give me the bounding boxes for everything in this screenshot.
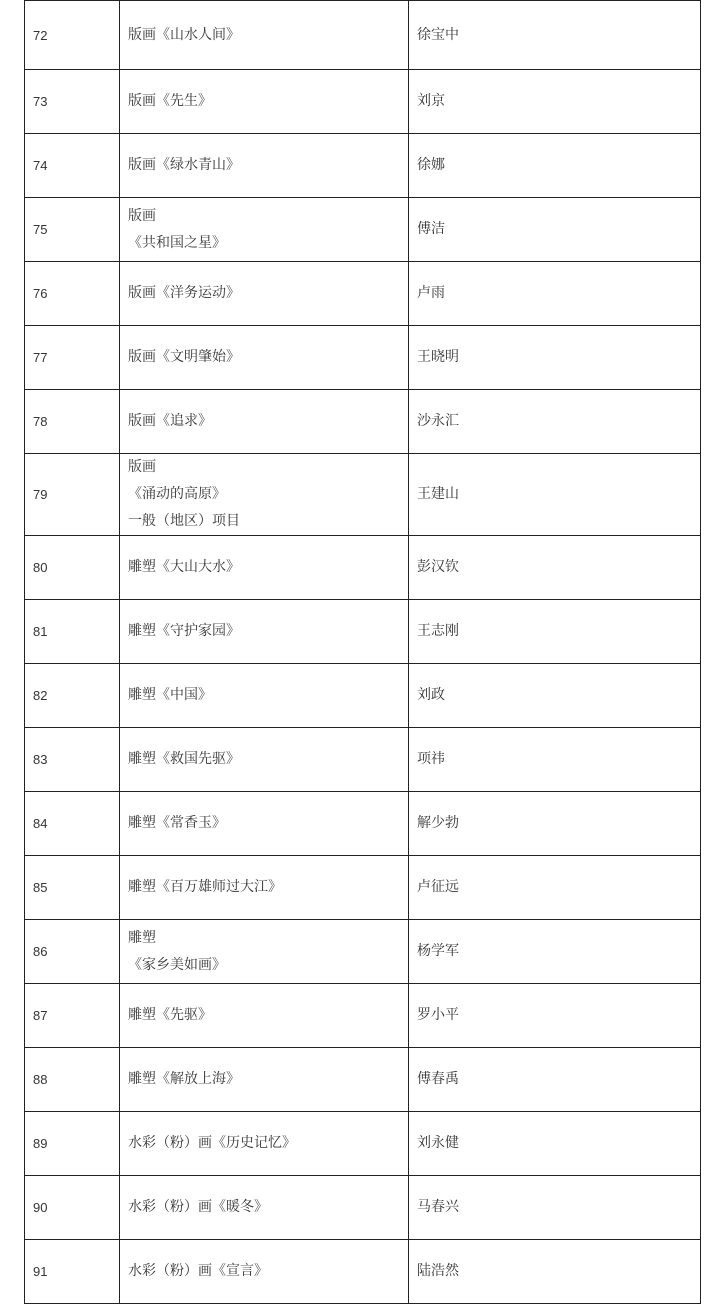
row-number: 78 [25, 390, 120, 454]
work-title [120, 920, 409, 984]
row-number: 88 [25, 1048, 120, 1112]
table-row [25, 1048, 701, 1112]
artist-name: 傅洁 [409, 198, 701, 262]
row-number: 86 [25, 920, 120, 984]
artist-name: 刘永健 [409, 1112, 701, 1176]
work-title [120, 1112, 409, 1176]
work-title-line: 雕塑《先驱》 [128, 1007, 212, 1023]
table-row [25, 1176, 701, 1240]
work-title [120, 1048, 409, 1112]
work-title [120, 664, 409, 728]
work-title-line: 《家乡美如画》 [128, 956, 226, 973]
artist-name: 马春兴 [409, 1176, 701, 1240]
artist-name: 卢征远 [409, 856, 701, 920]
row-number: 74 [25, 134, 120, 198]
row-number: 84 [25, 792, 120, 856]
artist-name: 徐宝中 [409, 1, 701, 70]
work-title [120, 856, 409, 920]
work-title [120, 1176, 409, 1240]
row-number: 90 [25, 1176, 120, 1240]
artist-name: 王晓明 [409, 326, 701, 390]
row-number: 83 [25, 728, 120, 792]
table-row [25, 984, 701, 1048]
work-title [120, 70, 409, 134]
work-title-line: 雕塑 [128, 929, 156, 946]
work-title-line: 雕塑《大山大水》 [128, 559, 240, 575]
table-row [25, 262, 701, 326]
row-number: 76 [25, 262, 120, 326]
work-title-line: 水彩（粉）画《宣言》 [128, 1263, 268, 1279]
artist-name: 王建山 [409, 454, 701, 536]
table-row [25, 134, 701, 198]
work-title-line: 雕塑《百万雄师过大江》 [128, 879, 282, 895]
row-number: 72 [25, 1, 120, 70]
work-title-line: 版画《文明肇始》 [128, 349, 240, 365]
work-title-line: 水彩（粉）画《历史记忆》 [128, 1135, 296, 1151]
row-number: 73 [25, 70, 120, 134]
work-title [120, 728, 409, 792]
artist-name: 卢雨 [409, 262, 701, 326]
artist-name: 沙永汇 [409, 390, 701, 454]
work-title [120, 600, 409, 664]
work-title-line: 雕塑《中国》 [128, 687, 212, 703]
work-title-line: 版画 [128, 459, 156, 475]
table-body [25, 1, 701, 1304]
work-title-line: 版画 [128, 207, 156, 224]
artist-name: 傅春禹 [409, 1048, 701, 1112]
work-title-line: 《涌动的高原》 [128, 486, 226, 502]
row-number: 81 [25, 600, 120, 664]
table-row [25, 1, 701, 70]
table-row [25, 198, 701, 262]
artist-name: 刘京 [409, 70, 701, 134]
work-title-line: 雕塑《守护家园》 [128, 623, 240, 639]
work-title [120, 1240, 409, 1304]
work-title [120, 1, 409, 70]
work-title [120, 536, 409, 600]
row-number: 91 [25, 1240, 120, 1304]
row-number: 77 [25, 326, 120, 390]
table-row [25, 536, 701, 600]
work-title-line: 雕塑《常香玉》 [128, 815, 226, 831]
row-number: 89 [25, 1112, 120, 1176]
table-row [25, 664, 701, 728]
table-row [25, 70, 701, 134]
table-row [25, 390, 701, 454]
table-row [25, 600, 701, 664]
row-number: 75 [25, 198, 120, 262]
work-title-line: 版画《追求》 [128, 413, 212, 429]
row-number: 87 [25, 984, 120, 1048]
artist-name: 解少勃 [409, 792, 701, 856]
artist-name: 罗小平 [409, 984, 701, 1048]
row-number: 80 [25, 536, 120, 600]
table-row [25, 920, 701, 984]
work-title-line: 版画《先生》 [128, 93, 212, 109]
table-row [25, 326, 701, 390]
work-title-line: 水彩（粉）画《暖冬》 [128, 1199, 268, 1215]
table-row [25, 1112, 701, 1176]
artist-name: 彭汉钦 [409, 536, 701, 600]
work-title-line: 版画《绿水青山》 [128, 157, 240, 173]
work-title-line: 版画《山水人间》 [128, 26, 240, 43]
table-row [25, 728, 701, 792]
work-title-line: 雕塑《救国先驱》 [128, 751, 240, 767]
table-row [25, 856, 701, 920]
artist-name: 刘政 [409, 664, 701, 728]
row-number: 79 [25, 454, 120, 536]
work-title [120, 792, 409, 856]
work-title [120, 984, 409, 1048]
row-number: 85 [25, 856, 120, 920]
artist-name: 项祎 [409, 728, 701, 792]
project-table [24, 0, 701, 1304]
work-title-line: 版画《洋务运动》 [128, 285, 240, 301]
artist-name: 徐娜 [409, 134, 701, 198]
work-title [120, 454, 409, 536]
artist-name: 陆浩然 [409, 1240, 701, 1304]
work-title [120, 326, 409, 390]
work-title-line: 一般（地区）项目 [128, 513, 240, 529]
table-row [25, 454, 701, 536]
work-title-line: 《共和国之星》 [128, 234, 226, 251]
work-title [120, 198, 409, 262]
work-title [120, 134, 409, 198]
work-title [120, 390, 409, 454]
work-title [120, 262, 409, 326]
table-row [25, 1240, 701, 1304]
work-title-line: 雕塑《解放上海》 [128, 1071, 240, 1087]
artist-name: 王志刚 [409, 600, 701, 664]
artist-name: 杨学军 [409, 920, 701, 984]
table-row [25, 792, 701, 856]
row-number: 82 [25, 664, 120, 728]
